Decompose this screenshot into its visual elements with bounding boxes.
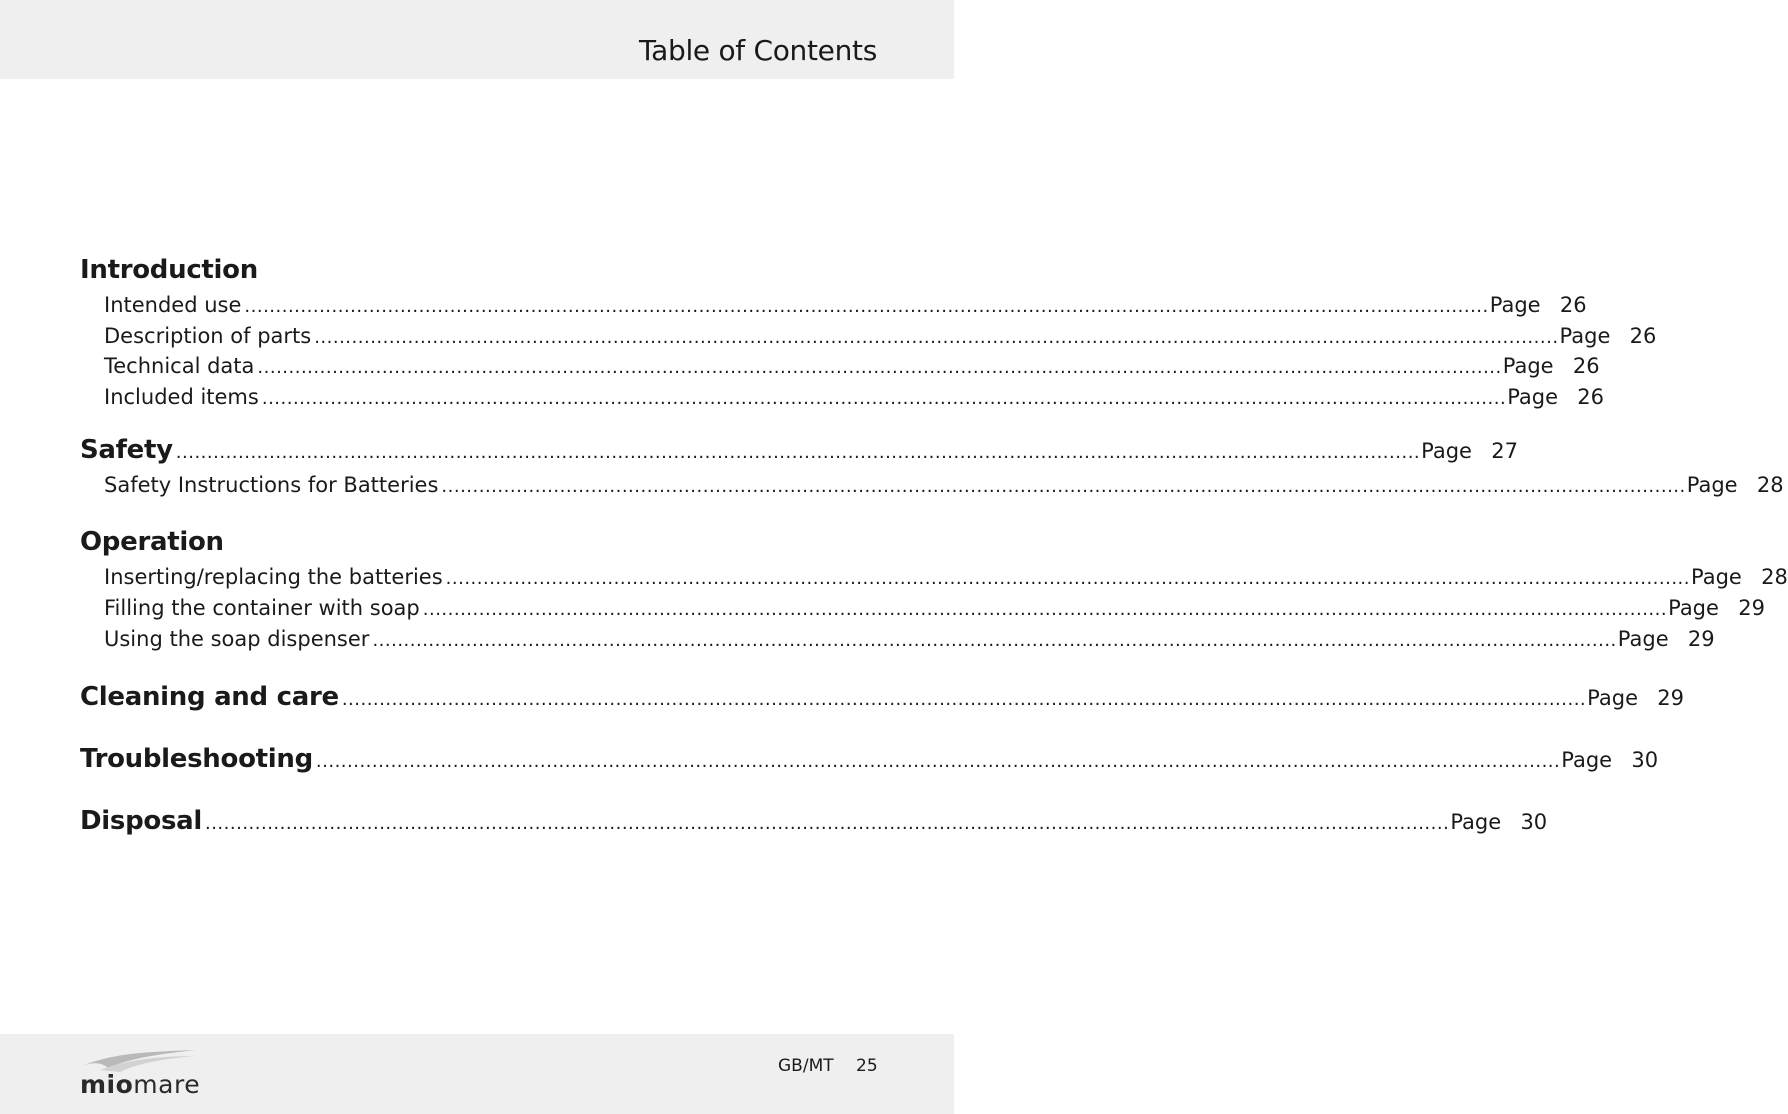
dot-leader: ........................................................................................................................................................................................................ [261, 388, 1507, 410]
toc-entry[interactable] [80, 624, 1715, 655]
dot-leader: ........................................................................................................................................................................................................ [341, 688, 1587, 710]
page-word: Page [1421, 438, 1472, 463]
page-number: 28 [1761, 565, 1788, 590]
page-word: Page [1686, 472, 1738, 497]
dot-leader: ........................................................................................................................................................................................................ [175, 441, 1421, 463]
toc-section-safety [80, 430, 1784, 501]
toc-entry-label: Description of parts [104, 323, 312, 348]
page-title: Table of Contents [638, 34, 877, 67]
section-title-operation: Operation [80, 527, 224, 558]
toc-entry[interactable] [80, 351, 1600, 382]
dot-leader: ........................................................................................................................................................................................................ [244, 296, 1489, 317]
page-word: Page [1450, 809, 1502, 834]
page-number: 30 [1631, 747, 1659, 772]
toc-entry-cleaning[interactable] [80, 677, 1684, 717]
page-footer [0, 1034, 954, 1114]
logo-wordmark: miomare [80, 1070, 201, 1099]
section-title-disposal: Disposal [80, 805, 202, 836]
miomare-logo [80, 1048, 200, 1098]
page-number: 30 [1520, 809, 1548, 834]
toc-entry[interactable] [80, 470, 1784, 501]
toc-entry[interactable] [80, 290, 1587, 321]
page-number: 28 [1756, 472, 1784, 497]
toc-section-introduction [80, 250, 1657, 413]
page-word: Page [1559, 323, 1611, 348]
page-word: Page [1668, 596, 1719, 621]
toc-entry-label: Safety Instructions for Batteries [104, 472, 439, 497]
page-number-footer: 25 [856, 1056, 878, 1076]
section-title-troubleshooting: Troubleshooting [80, 743, 313, 774]
page-word: Page [1691, 565, 1742, 590]
page-word: Page [1561, 747, 1613, 772]
page-word: Page [1587, 685, 1638, 710]
page-number: 26 [1559, 293, 1587, 317]
page-header [0, 0, 954, 79]
dot-leader: ........................................................................................................................................................................................................ [204, 812, 1450, 834]
dot-leader: ........................................................................................................................................................................................................ [372, 629, 1617, 651]
page-word: Page [1502, 354, 1554, 379]
section-title-safety: Safety [80, 434, 173, 465]
page-number: 29 [1687, 626, 1715, 651]
page-word: Page [1617, 626, 1669, 651]
toc-entry[interactable] [80, 382, 1605, 413]
dot-leader: ........................................................................................................................................................................................................ [445, 568, 1690, 590]
dot-leader: ........................................................................................................................................................................................................ [422, 599, 1668, 621]
dot-leader: ........................................................................................................................................................................................................ [257, 357, 1502, 379]
toc-section-operation [80, 522, 1788, 654]
page-number: 27 [1491, 438, 1518, 463]
toc-entry[interactable] [80, 321, 1657, 352]
page-number: 26 [1572, 354, 1600, 379]
dot-leader: ........................................................................................................................................................................................................ [441, 475, 1686, 497]
section-title-cleaning: Cleaning and care [80, 681, 339, 712]
page-number: 29 [1657, 685, 1684, 710]
toc-entry-label: Filling the container with soap [104, 596, 420, 621]
toc-entry-disposal[interactable] [80, 801, 1548, 841]
toc-entry[interactable] [80, 593, 1765, 624]
toc-entry-label: Intended use [104, 293, 242, 317]
table-of-contents [80, 250, 1788, 841]
locale-code: GB/MT [778, 1056, 834, 1076]
toc-entry-label: Technical data [104, 354, 255, 379]
toc-entry-troubleshooting[interactable] [80, 739, 1659, 779]
page-word: Page [1507, 385, 1559, 410]
page-number: 26 [1577, 385, 1605, 410]
toc-entry-label: Included items [104, 385, 259, 410]
dot-leader: ........................................................................................................................................................................................................ [314, 326, 1559, 348]
toc-entry[interactable] [80, 562, 1788, 593]
section-title-introduction: Introduction [80, 255, 258, 285]
toc-entry-label: Using the soap dispenser [104, 626, 370, 651]
toc-entry-safety[interactable] [80, 430, 1518, 470]
toc-entry-label: Inserting/replacing the batteries [104, 565, 443, 590]
page-word: Page [1489, 293, 1541, 317]
page-number: 29 [1738, 596, 1765, 621]
dot-leader: ........................................................................................................................................................................................................ [315, 750, 1561, 772]
page-number: 26 [1629, 323, 1657, 348]
